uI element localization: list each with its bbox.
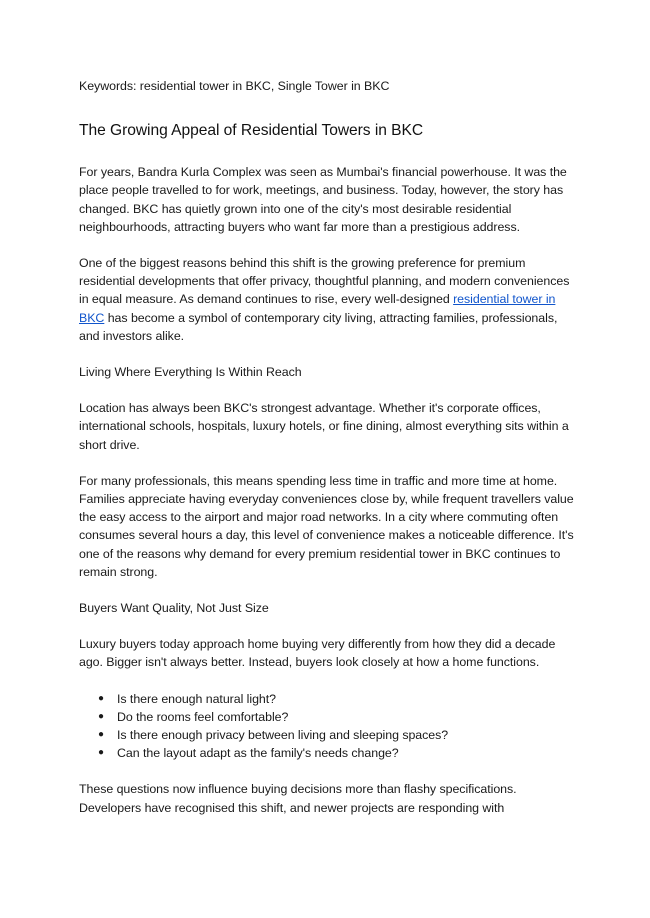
- living-paragraph-1: Location has always been BKC's strongest advantage. Whether it's corporate offices, international schools, hospitals, luxury hotels, or fine dining, almost everything sits within a short drive.: [79, 401, 569, 452]
- list-item: [98, 708, 578, 726]
- list-item: [98, 726, 578, 744]
- list-item: [98, 744, 578, 762]
- bullet-icon: ●: [98, 729, 104, 741]
- quality-paragraph-1: Luxury buyers today approach home buying very differently from how they did a decade ago. Bigger isn't always better. Instead, buyers look closely at how a home functions.: [79, 637, 556, 670]
- shift-paragraph-text-before: One of the biggest reasons behind this shift is the growing preference for premium residential developments that offer privacy, thoughtful planning, and modern conveniences in equal measure. As demand continues to rise, every well-designed: [79, 256, 570, 307]
- bullet-icon: ●: [98, 692, 104, 704]
- bullet-icon: ●: [98, 710, 104, 722]
- shift-paragraph: [79, 254, 578, 345]
- list-item-text: Can the layout adapt as the family's needs change?: [117, 746, 399, 761]
- list-item-text: Is there enough natural light?: [117, 691, 277, 706]
- keywords-line: Keywords: residential tower in BKC, Single Tower in BKC: [79, 79, 390, 93]
- list-item: [98, 690, 578, 708]
- list-item-text: Is there enough privacy between living and sleeping spaces?: [117, 728, 449, 743]
- intro-paragraph: For years, Bandra Kurla Complex was seen as Mumbai's financial powerhouse. It was the place people travelled to for work, meetings, and business. Today, however, the story has changed. BKC has quietly grown into one of the city's most desirable residential neighbourhoods, attracting buyers who want far more than a prestigious address.: [79, 165, 567, 234]
- residential-tower-link[interactable]: residential tower in BKC: [79, 292, 556, 325]
- list-item-text: Do the rooms feel comfortable?: [117, 709, 289, 724]
- bullet-icon: ●: [98, 747, 104, 759]
- article-title: The Growing Appeal of Residential Towers in BKC: [79, 122, 424, 140]
- shift-paragraph-text-after: has become a symbol of contemporary city living, attracting families, professionals, and investors alike.: [79, 310, 558, 343]
- buyer-questions-list: [79, 690, 578, 763]
- living-paragraph-2: For many professionals, this means spending less time in traffic and more time at home. Families appreciate having everyday conveniences close by, while frequent travellers value the easy access to the airport and major road networks. In a city where commuting often consumes several hours a day, this level of convenience makes a noticeable difference. It's one of the reasons why demand for every premium residential tower in BKC continues to remain strong.: [79, 473, 574, 579]
- living-section-heading: Living Where Everything Is Within Reach: [79, 365, 302, 380]
- quality-section-heading: Buyers Want Quality, Not Just Size: [79, 601, 269, 616]
- quality-paragraph-2: These questions now influence buying decisions more than flashy specifications. Developers have recognised this shift, and newer projects are responding with: [79, 782, 517, 815]
